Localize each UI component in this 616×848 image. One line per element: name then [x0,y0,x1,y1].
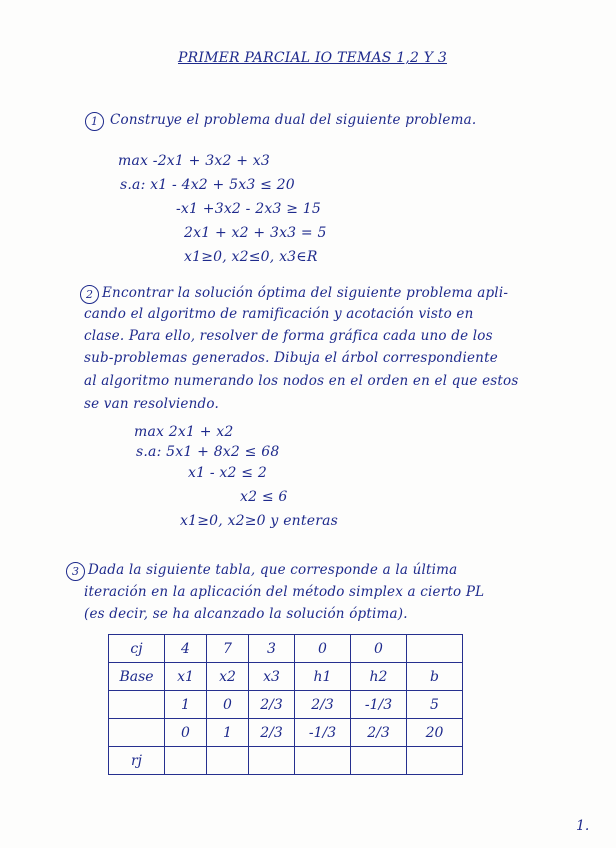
table-cell [109,719,165,747]
table-cell: 1 [165,691,207,719]
q2-constraint-1: s.a: 5x1 + 8x2 ≤ 68 [136,444,280,460]
table-cell: rj [109,747,165,775]
q1-variable-signs: x1≥0, x2≤0, x3∈R [184,249,318,265]
table-cell: cj [109,635,165,663]
table-cell: 5 [407,691,463,719]
table-cell: 20 [407,719,463,747]
table-row [109,663,463,691]
question-1-text: Construye el problema dual del siguiente problema. [110,112,477,128]
table-cell: 2/3 [351,719,407,747]
q2-constraint-2: x1 - x2 ≤ 2 [188,465,267,481]
q1-objective: max -2x1 + 3x2 + x3 [118,153,270,169]
table-cell [207,747,249,775]
question-3-text-line: iteración en la aplicación del método simplex a cierto PL [84,584,485,600]
table-cell: h2 [351,663,407,691]
table-cell [295,747,351,775]
table-cell: 0 [351,635,407,663]
table-cell: 0 [165,719,207,747]
question-2-text-line: sub-problemas generados. Dibuja el árbol correspondiente [84,350,498,366]
table-cell [351,747,407,775]
question-2-text-line: cando el algoritmo de ramificación y acotación visto en [84,306,474,322]
question-3-text-line: Dada la siguiente tabla, que corresponde a la última [88,562,458,578]
table-cell: -1/3 [295,719,351,747]
table-cell: x3 [249,663,295,691]
page-number: 1. [576,818,590,834]
q1-constraint-3: 2x1 + x2 + 3x3 = 5 [184,225,327,241]
question-3-number: 3 [66,562,85,581]
page-title: PRIMER PARCIAL IO TEMAS 1,2 Y 3 [178,50,447,66]
table-cell [249,747,295,775]
table-cell: 0 [207,691,249,719]
question-2-text-line: se van resolviendo. [84,396,219,412]
table-cell: 2/3 [249,691,295,719]
q1-constraint-1: s.a: x1 - 4x2 + 5x3 ≤ 20 [120,177,295,193]
table-cell: Base [109,663,165,691]
table-cell: x1 [165,663,207,691]
table-cell: x2 [207,663,249,691]
simplex-tableau [108,634,463,775]
table-cell: h1 [295,663,351,691]
table-cell: 1 [207,719,249,747]
table-cell: -1/3 [351,691,407,719]
q2-objective: max 2x1 + x2 [134,424,234,440]
table-cell: 4 [165,635,207,663]
question-2-text-line: al algoritmo numerando los nodos en el orden en el que estos [84,373,519,389]
table-cell: 0 [295,635,351,663]
table-row [109,747,463,775]
table-cell: b [407,663,463,691]
question-1-number: 1 [85,112,104,131]
question-2-text-line: clase. Para ello, resolver de forma gráfica cada uno de los [84,328,493,344]
table-row [109,635,463,663]
q2-variable-conditions: x1≥0, x2≥0 y enteras [180,513,339,529]
table-cell: 3 [249,635,295,663]
table-cell: 2/3 [249,719,295,747]
table-cell: 7 [207,635,249,663]
table-cell: 2/3 [295,691,351,719]
q2-constraint-3: x2 ≤ 6 [240,489,288,505]
question-2-number: 2 [80,285,99,304]
table-cell [407,747,463,775]
table-row [109,691,463,719]
table-row [109,719,463,747]
q1-constraint-2: -x1 +3x2 - 2x3 ≥ 15 [176,201,322,217]
table-cell [407,635,463,663]
question-2-text-line: Encontrar la solución óptima del siguiente problema apli- [102,285,509,301]
table-cell [109,691,165,719]
question-3-text-line: (es decir, se ha alcanzado la solución óptima). [84,606,408,622]
table-cell [165,747,207,775]
